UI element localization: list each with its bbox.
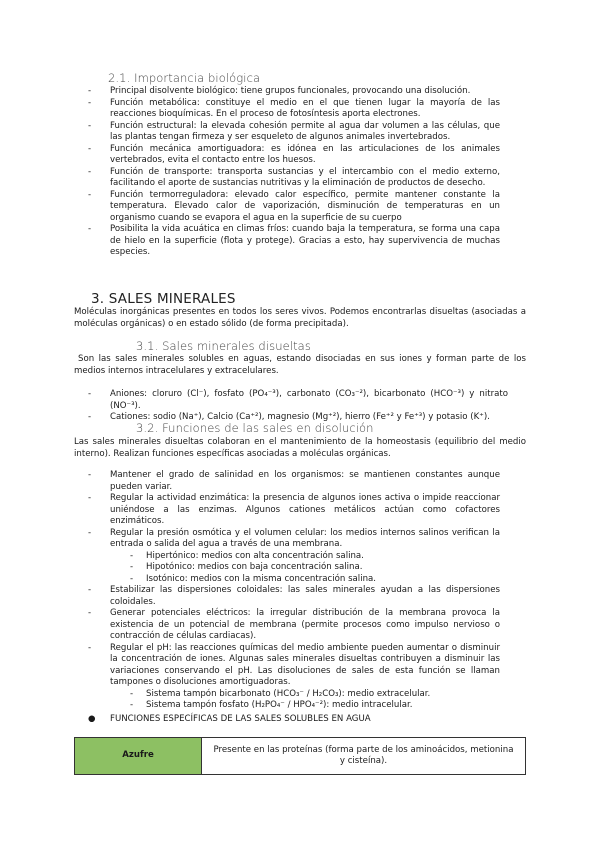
sub-item: - Hipertónico: medios con alta concentración salina. [130,550,364,561]
sub-item: - Sistema tampón bicarbonato (HCO₃⁻ / H₂CO₃): medio extracelular. [130,688,431,699]
list-item: - Regular la actividad enzimática: la presencia de algunos iones activa o impide reaccionar uniéndose a las enzimas. Algunos cationes metálicos actúan como cofactores enzimáticos. [88,493,500,526]
list-item: - Regular el pH: las reacciones químicas del medio ambiente pueden aumentar o disminuir la concentración de iones. Algunas sales minerales disueltas contribuyen a disminuir las variaciones conservando el pH. Las disoluciones de sales de esta función se llaman tampones o disoluciones amortiguadoras. - Sistema tampón bicarbonato (HCO₃⁻ / H₂CO₃): medio extracelular. - Sistema tampón fosfato (H₂PO₄⁻ / HPO₄⁻²): medio intracelular. [88,642,500,710]
bullet-icon: ● [88,714,96,724]
list-item: - Estabilizar las dispersiones coloidales: las sales minerales ayudan a las dispersiones coloidales. [88,585,500,607]
list-item-anions: - Aniones: cloruro (Cl⁻), fosfato (PO₄⁻³), carbonato (CO₃⁻²), bicarbonato (HCO⁻³) y nitrato (NO⁻³). [88,389,508,411]
osmotic-sublist [130,551,500,586]
list-item-cations: - Cationes: sodio (Na⁺), Calcio (Ca⁺²), magnesio (Mg⁺²), hierro (Fe⁺² y Fe⁺³) y potasio (K⁺). [88,412,490,422]
table-row [75,738,526,775]
list-item: - Regular la presión osmótica y el volumen celular: los medios internos salinos verifican la entrada o salida del agua a través de una membrana. - Hipertónico: medios con alta concentración salina. - Hipotónico: medios con baja concentración salina. - Isotónico: medios con la misma concentración salina. [88,527,500,584]
section-2-1-title: 2.1. Importancia biológica [108,71,261,85]
list-item: - Función termorreguladora: elevado calor específico, permite mantener constante la temperatura. Elevado calor de vaporización, disminución de temperaturas en un organismo cuando se evapora el agua en la superficie de su cuerpo [88,189,500,223]
specific-functions-heading: ● FUNCIONES ESPECÍFICAS DE LAS SALES SOLUBLES EN AGUA [88,714,371,724]
list-item: - Mantener el grado de salinidad en los organismos: se mantienen constantes aunque pueden variar. [88,470,500,492]
sub-item: - Sistema tampón fosfato (H₂PO₄⁻ / HPO₄⁻²): medio intracelular. [130,700,413,710]
section-3-1-intro: Son las sales minerales solubles en aguas, estando disociadas en sus iones y forman parte de los medios internos intracelulares y extracelulares. [74,354,526,376]
section-3-2-title: 3.2. Funciones de las sales en disolución [136,421,374,435]
list-item: - Principal disolvente biológico: tiene grupos funcionales, provocando una disolución. [88,86,471,96]
ph-sublist [130,689,500,712]
list-item: - Función estructural: la elevada cohesión permite al agua dar volumen a las células, que las plantas tengan firmeza y ser esqueleto de algunos animales invertebrados. [88,120,500,142]
section-3-title: 3. SALES MINERALES [91,291,236,307]
section-3-1-title: 3.1. Sales minerales disueltas [136,339,311,353]
list-item: - Posibilita la vida acuática en climas fríos: cuando baja la temperatura, se forma una capa de hielo en la superficie (flota y protege). Gracias a esto, hay supervivencia de muchas especies. [88,224,500,257]
sub-item: - Isotónico: medios con la misma concentración salina. [130,573,377,584]
list-item: - Función de transporte: transporta sustancias y el intercambio con el medio externo, facilitando el aporte de sustancias nutritivas y la eliminación de productos de desecho. [88,166,500,188]
section-3-intro: Moléculas inorgánicas presentes en todos los seres vivos. Podemos encontrarlas disueltas (asociadas a moléculas orgánicas) o en estado sólido (de forma precipitada). [74,307,526,329]
ions-list [88,389,508,424]
salts-table [74,737,526,775]
list-item: - Función mecánica amortiguadora: es idónea en las articulaciones de los animales vertebrados, evita el contacto entre los huesos. [88,143,500,165]
list-item: - Función metabólica: constituye el medio en el que tienen lugar la mayoría de las reacciones bioquímicas. En el proceso de fotosíntesis aporta electrones. [88,97,500,119]
importance-list [88,86,500,259]
table-cell-desc: Presente en las proteínas (forma parte de los aminoácidos, metionina y cisteína). [202,738,526,775]
list-item: - Generar potenciales eléctricos: la irregular distribución de la membrana provoca la existencia de un potencial de membrana (permite procesos como impulso nervioso o contracción de células cardiacas). [88,608,500,641]
table-cell-label: Azufre [75,738,202,775]
functions-list [88,470,500,712]
section-3-2-intro: Las sales minerales disueltas colaboran en el mantenimiento de la homeostasis (equilibrio del medio interno). Realizan funciones específicas asociadas a moléculas orgánicas. [74,437,526,459]
sub-item: - Hipotónico: medios con baja concentración salina. [130,562,363,572]
